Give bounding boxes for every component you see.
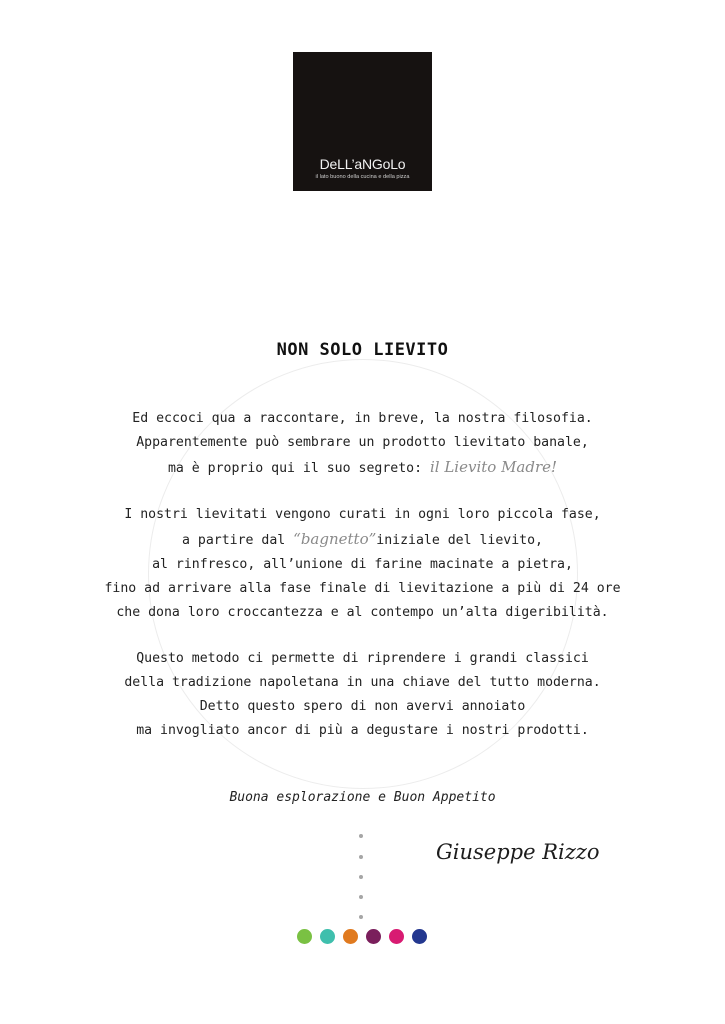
color-dot [412, 929, 427, 944]
color-dot [389, 929, 404, 944]
text-segment: a partire dal [182, 533, 294, 548]
color-dot [297, 929, 312, 944]
paragraph-line: al rinfresco, all’unione di farine macinate a pietra, [152, 557, 573, 572]
paragraph-line: I nostri lievitati vengono curati in ogni loro piccola fase, [124, 507, 601, 522]
paragraph-line: Detto questo spero di non avervi annoiato [199, 699, 526, 714]
page-title: NON SOLO LIEVITO [276, 340, 449, 360]
paragraph-line: fino ad arrivare alla fase finale di lievitazione a più di 24 ore [104, 581, 621, 596]
script-highlight: il Lievito Madre! [429, 458, 558, 476]
logo [293, 52, 432, 191]
logo-tagline: il lato buono della cucina e della pizza [315, 174, 410, 180]
signature: Giuseppe Rizzo [436, 840, 600, 864]
paragraph-line: ma invogliato ancor di più a degustare i nostri prodotti. [136, 723, 589, 738]
paragraph-line: Apparentemente può sembrare un prodotto lievitato banale, [136, 435, 589, 450]
color-dots [297, 929, 427, 944]
vertical-dot [359, 834, 363, 838]
vertical-dot [359, 915, 363, 919]
logo-name: DeLL’aNGoLo [319, 156, 406, 172]
paragraph-line: Questo metodo ci permette di riprendere i grandi classici [136, 651, 589, 666]
paragraph-line: che dona loro croccantezza e al contempo un’alta digeribilità. [116, 605, 609, 620]
paragraph-line: Ed eccoci qua a raccontare, in breve, la nostra filosofia. [132, 411, 593, 426]
paragraph-line: della tradizione napoletana in una chiave del tutto moderna. [124, 675, 601, 690]
paragraph-method [0, 647, 725, 743]
vertical-dot [359, 895, 363, 899]
script-highlight: “bagnetto” [293, 530, 377, 548]
paragraph-line [0, 527, 725, 553]
paragraph-line [0, 455, 725, 481]
paragraph-intro [0, 407, 725, 481]
text-segment: ma è proprio qui il suo segreto: [167, 461, 430, 476]
vertical-dot [359, 855, 363, 859]
vertical-dot [359, 875, 363, 879]
color-dot [320, 929, 335, 944]
text-segment: iniziale del lievito, [376, 533, 543, 548]
paragraph-process [0, 503, 725, 625]
closing-line: Buona esplorazione e Buon Appetito [229, 790, 496, 805]
color-dot [343, 929, 358, 944]
color-dot [366, 929, 381, 944]
